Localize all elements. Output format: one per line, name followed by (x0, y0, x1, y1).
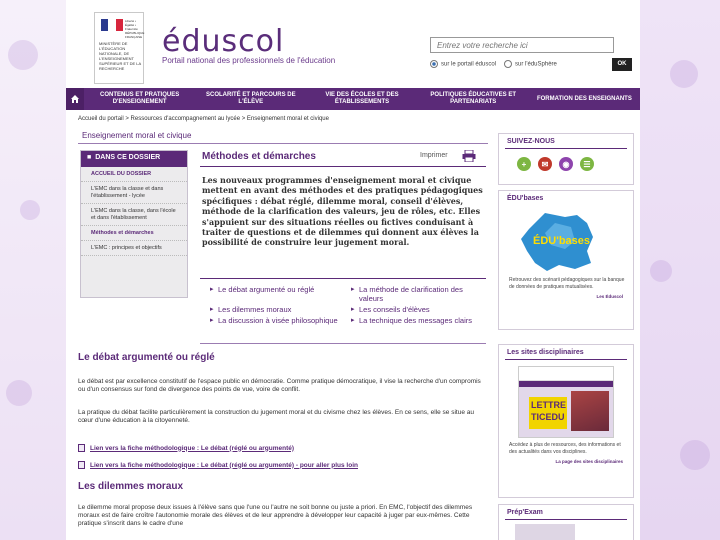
printer-icon[interactable] (462, 150, 476, 162)
sitemap-icon[interactable]: ☰ (580, 157, 594, 171)
prepexam-thumbnail[interactable] (515, 524, 575, 540)
document-icon (78, 444, 85, 452)
sites-thumbnail[interactable] (518, 366, 614, 438)
prepexam-panel (498, 504, 634, 540)
panel-rule (505, 519, 627, 520)
france-map-image[interactable] (515, 211, 601, 273)
home-icon[interactable] (66, 88, 84, 110)
fiche-link-debat[interactable] (78, 444, 294, 452)
search-scope (430, 60, 557, 68)
nav-item-politiques[interactable]: POLITIQUES ÉDUCATIVES ET PARTENARIATS (430, 92, 516, 105)
main-navigation (66, 88, 640, 110)
edubases-title: ÉDU'bases (507, 195, 544, 202)
divider (78, 143, 488, 144)
sites-disciplinaires-panel (498, 344, 634, 498)
sites-title: Les sites disciplinaires (507, 349, 584, 356)
edubases-text: Retrouvez des scénarii pédagogiques sur la banque de données de pratiques mutualisées. (509, 277, 625, 290)
method-link-messages[interactable]: ▸ La technique des messages clairs (351, 316, 488, 325)
browser-page (66, 0, 640, 540)
method-link-discussion[interactable]: ▸ La discussion à visée philosophique (210, 316, 347, 325)
background-right-decoration (640, 0, 720, 540)
article-debat-para1: Le débat est par excellence constitutif de l'espace public en démocratie. Comme pratique démocratique, il vise la recherche d'un compromis ou d'un consensus sur fond de divergence des points de vue, voire de conflit. (78, 378, 481, 394)
background-left-decoration (0, 0, 66, 540)
title-rule (200, 166, 486, 167)
document-icon (78, 461, 85, 469)
fiche-link-debat-plus-label: Lien vers la fiche méthodologique : Le débat (réglé ou argumenté) - pour aller plus loin (90, 461, 358, 469)
nav-item-vie-ecoles[interactable]: VIE DES ÉCOLES ET DES ÉTABLISSEMENTS (325, 92, 399, 105)
method-link-clarification[interactable]: ▸ La méthode de clarification des valeurs (351, 285, 488, 303)
nav-item-contenus[interactable]: CONTENUS ET PRATIQUES D'ENSEIGNEMENT (99, 92, 180, 105)
edubases-more-link[interactable]: Les Éduscol (596, 294, 623, 299)
methods-rule (200, 343, 486, 344)
radio-portal[interactable] (430, 60, 496, 68)
method-link-dilemmes[interactable]: ▸ Les dilemmes moraux (210, 305, 347, 314)
nav-item-formation[interactable]: FORMATION DES ENSEIGNANTS (536, 95, 632, 102)
mail-icon[interactable]: ✉ (538, 157, 552, 171)
radio-on-icon (430, 60, 438, 68)
sites-more-link[interactable]: La page des sites disciplinaires (555, 459, 623, 464)
folder-icon: ■ (87, 154, 92, 161)
radio-edusphere[interactable] (504, 60, 557, 68)
search-input[interactable] (430, 37, 614, 53)
thumb-photo (571, 391, 609, 431)
method-link-debat[interactable]: ▸ Le débat argumenté ou réglé (210, 285, 347, 303)
eduscol-logo[interactable]: éduscol (162, 24, 285, 59)
dossier-header (81, 151, 187, 167)
radio-off-icon (504, 60, 512, 68)
dossier-item-accueil[interactable]: ACCUEIL DU DOSSIER (81, 167, 187, 182)
radio-portal-label: sur le portail éduscol (441, 61, 497, 68)
intro-rule (200, 278, 486, 279)
print-link[interactable]: Imprimer (420, 152, 448, 159)
plus-icon[interactable]: + (517, 157, 531, 171)
breadcrumb[interactable]: Accueil du portail > Ressources d'accompagnement au lycée > Enseignement moral et civique (78, 116, 329, 122)
edubases-panel (498, 190, 634, 330)
search-ok-button[interactable]: OK (612, 58, 632, 71)
dossier-item-emc-classe[interactable]: L'EMC dans la classe, dans l'école et dans l'établissement (81, 204, 187, 226)
site-header (66, 0, 640, 88)
thumb-nav (519, 381, 613, 387)
page-title: Méthodes et démarches (202, 151, 316, 162)
republic-text: Liberté • Égalité • Fraternité RÉPUBLIQUE FRANÇAISE (125, 19, 145, 39)
sites-text: Accédez à plus de ressources, des informations et des actualités dans vos disciplines. (509, 442, 621, 455)
dossier-item-emc-lycee[interactable]: L'EMC dans la classe et dans l'établissement - lycée (81, 182, 187, 204)
article-debat-title: Le débat argumenté ou réglé (78, 352, 215, 363)
nav-item-scolarite[interactable]: SCOLARITÉ ET PARCOURS DE L'ÉLÈVE (206, 92, 296, 105)
social-buttons (499, 149, 633, 171)
section-title: Enseignement moral et civique (82, 131, 192, 140)
dossier-item-methodes[interactable]: Méthodes et démarches (81, 226, 187, 241)
article-debat-para2: La pratique du débat facilite particulièrement la construction du jugement moral et du civisme chez les élèves. En ce sens, elle se situe au cœur d'une éducation à la citoyenneté. (78, 409, 474, 425)
dossier-header-label: DANS CE DOSSIER (95, 154, 161, 161)
fiche-link-debat-label: Lien vers la fiche méthodologique : Le débat (réglé ou argumenté) (90, 444, 295, 452)
rss-icon[interactable]: ◉ (559, 157, 573, 171)
prepexam-title: Prép'Exam (507, 509, 543, 516)
article-dilemmes-title: Les dilemmes moraux (78, 481, 184, 492)
fiche-link-debat-plus[interactable] (78, 461, 358, 469)
article-dilemmes-para: Le dilemme moral propose deux issues à l'élève sans que l'une ou l'autre ne soit bonne ou juste a priori. En EMC, l'objectif des dilemmes moraux est de faire croître l'autonomie morale des élèves et de leur apprendre à développer leur capacité à juger par eux-mêmes. Cette pratique s'inscrit dans le cadre d'une (78, 504, 473, 528)
ministry-name: MINISTÈRE DE L'ÉDUCATION NATIONALE, DE L'ENSEIGNEMENT SUPÉRIEUR ET DE LA RECHERCHE (99, 41, 141, 71)
follow-us-title: SUIVEZ-NOUS (507, 138, 555, 145)
thumb-header (519, 367, 613, 381)
site-tagline: Portail national des professionnels de l'éducation (162, 56, 336, 65)
method-link-conseils[interactable]: ▸ Les conseils d'élèves (351, 305, 488, 314)
follow-us-panel (498, 133, 634, 185)
ministry-logo[interactable] (94, 12, 144, 84)
map-label: ÉDU'bases (533, 235, 591, 247)
methods-list (210, 285, 488, 327)
radio-edusphere-label: sur l'éduSphère (515, 61, 557, 68)
flag-icon (101, 19, 123, 31)
panel-rule (505, 359, 627, 360)
thumb-banner: LETTRE TICEDU (529, 397, 567, 429)
dossier-item-principes[interactable]: L'EMC : principes et objectifs (81, 241, 187, 256)
dossier-sidebar (80, 150, 188, 298)
intro-paragraph: Les nouveaux programmes d'enseignement moral et civique mettent en avant des méthodes et des pratiques pédagogiques spécifiques : débat réglé, dilemme moral, conseil d'élèves, méthode de la clarification des valeurs, jeu de rôles, etc. Elles s'appuient sur des situations réelles ou fictives conduisant à traiter de questions et de dilemmes qui donnent aux élèves la possibilité de construire leur jugement moral. (202, 175, 483, 248)
